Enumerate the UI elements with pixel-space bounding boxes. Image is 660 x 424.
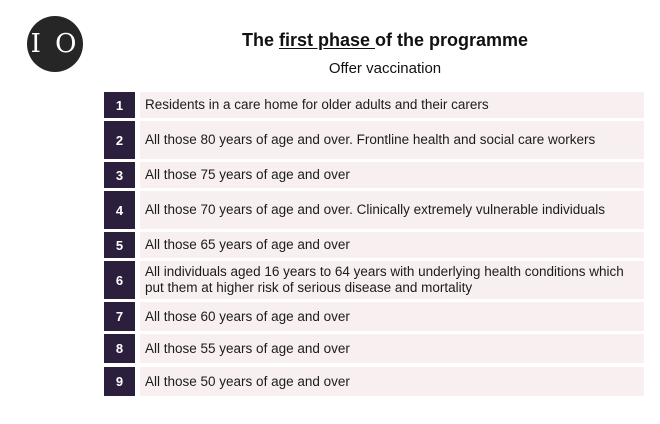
- priority-text: All those 80 years of age and over. Frontline health and social care workers: [140, 121, 644, 159]
- page-subtitle: Offer vaccination: [328, 60, 442, 77]
- priority-number: 6: [104, 261, 135, 299]
- page-title: [150, 30, 620, 51]
- priority-number: 5: [104, 232, 135, 258]
- priority-number: 7: [104, 302, 135, 331]
- priority-number: 1: [104, 92, 135, 118]
- title-part-underlined: first phase: [278, 30, 375, 50]
- priority-text: All those 50 years of age and over: [140, 367, 644, 396]
- priority-number: 3: [104, 162, 135, 188]
- priority-row-4: [104, 191, 644, 229]
- priority-number: 4: [104, 191, 135, 229]
- priority-row-1: [104, 92, 644, 118]
- priority-number: 2: [104, 121, 135, 159]
- priority-text: All those 70 years of age and over. Clinically extremely vulnerable individuals: [140, 191, 644, 229]
- title-part-after: of the programme: [375, 30, 529, 50]
- logo-text: I O: [30, 29, 80, 59]
- priority-number: 9: [104, 367, 135, 396]
- priority-text: All those 60 years of age and over: [140, 302, 644, 331]
- priority-row-7: [104, 302, 644, 331]
- priority-row-8: [104, 334, 644, 363]
- priority-text: Residents in a care home for older adults and their carers: [140, 92, 644, 118]
- priority-text: All those 55 years of age and over: [140, 334, 644, 363]
- priority-row-3: [104, 162, 644, 188]
- priority-text: All those 65 years of age and over: [140, 232, 644, 258]
- priority-row-6: [104, 261, 644, 299]
- title-part-before: The: [241, 30, 279, 50]
- priority-row-2: [104, 121, 644, 159]
- priority-number: 8: [104, 334, 135, 363]
- priority-text: All those 75 years of age and over: [140, 162, 644, 188]
- priority-row-9: [104, 367, 644, 396]
- priority-row-5: [104, 232, 644, 258]
- logo: [27, 16, 83, 72]
- priority-text: All individuals aged 16 years to 64 years with underlying health conditions which put them at higher risk of serious disease and mortality: [140, 261, 644, 299]
